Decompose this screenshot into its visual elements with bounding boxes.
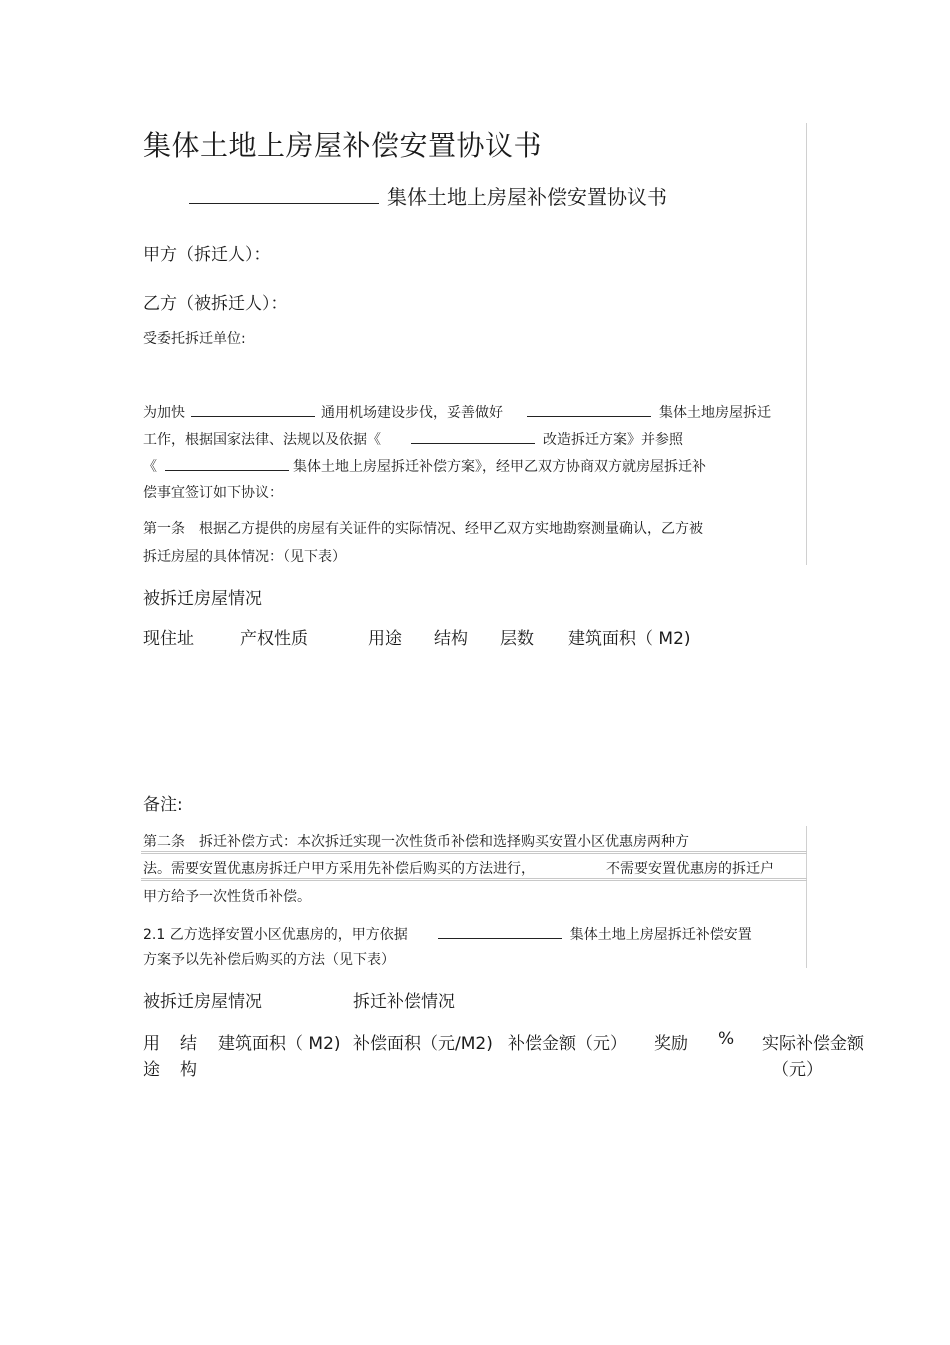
table2-header-structure-top: 结 [180,1034,197,1054]
article2-line-1: 第二条 拆迁补偿方式：本次拆迁实现一次性货币补偿和选择购买安置小区优惠房两种方 [143,834,689,850]
clause21-text: 2.1 乙方选择安置小区优惠房的，甲方依据 [143,927,408,943]
intro-blank-1 [191,403,315,417]
table2-header-area: 建筑面积（ M2) [218,1034,341,1054]
frame-right-line-2 [806,826,807,968]
clause21-line-2: 方案予以先补偿后购买的方法（见下表） [143,952,395,968]
article2-line-3: 甲方给予一次性货币补偿。 [143,889,311,905]
row-rule-2 [141,853,807,854]
party-a: 甲方（拆迁人）： [143,245,271,265]
table2-header-price: 补偿面积（元/M2) [353,1034,493,1054]
row-rule-1 [141,851,807,852]
intro-text: 通用机场建设步伐，妥善做好 [321,405,503,421]
article2-line-2a: 法。需要安置优惠房拆迁户甲方采用先补偿后购买的方法进行， [143,861,535,877]
table2-header-reward: 奖励 [654,1034,688,1054]
intro-blank-2 [527,403,651,417]
table1-header-address: 现住址 [143,629,194,649]
frame-right-line [806,123,807,565]
intro-text: 为加快 [143,405,185,421]
intro-line-3 [143,456,706,476]
article2-line-2b: 不需要安置优惠房的拆迁户 [606,861,774,877]
clause21-text: 集体土地上房屋拆迁补偿安置 [569,927,752,943]
table1-header-usage: 用途 [368,629,402,649]
intro-line-2 [143,429,683,449]
intro-text: 集体土地房屋拆迁 [659,405,771,421]
table1-header-property: 产权性质 [240,629,308,649]
table1-caption: 被拆迁房屋情况 [143,589,262,609]
intro-text: 《 [143,459,157,475]
intro-line-1 [143,402,771,422]
table2-caption-left: 被拆迁房屋情况 [143,992,262,1012]
table2-caption-right: 拆迁补偿情况 [353,992,455,1012]
intro-text: 工作，根据国家法律、法规以及依据《 [143,432,381,448]
clause21-blank [438,925,562,939]
clause21-line-1 [143,924,752,944]
subtitle-row [189,181,667,210]
document-title: 集体土地上房屋补偿安置协议书 [143,129,543,162]
table2-header-actual-unit: （元） [772,1060,823,1080]
article1-line-2: 拆迁房屋的具体情况：（见下表） [143,549,346,565]
row-rule-4 [141,880,807,881]
subtitle-blank [189,185,379,204]
intro-text: 改造拆迁方案》并参照 [543,432,683,448]
party-b: 乙方（被拆迁人）： [143,294,288,314]
intro-blank-4 [165,457,289,471]
intro-text: 集体土地上房屋拆迁补偿方案》，经甲乙双方协商双方就房屋拆迁补 [293,459,706,475]
remark-label: 备注: [143,795,183,815]
table2-header-usage-bottom: 途 [143,1060,160,1080]
entrusted-unit: 受委托拆迁单位: [143,331,246,347]
table1-header-floors: 层数 [500,629,534,649]
table1-header-area: 建筑面积（ M2) [568,629,691,649]
table2-header-usage-top: 用 [143,1034,160,1054]
table2-header-amount: 补偿金额（元） [508,1034,627,1054]
table2-header-actual: 实际补偿金额 [762,1034,864,1054]
article1-line-1: 第一条 根据乙方提供的房屋有关证件的实际情况、经甲乙双方实地勘察测量确认，乙方被 [143,521,703,537]
intro-line-4: 偿事宜签订如下协议： [143,485,283,501]
subtitle: 集体土地上房屋补偿安置协议书 [387,185,667,209]
table2-header-percent: % [718,1029,735,1049]
intro-blank-3 [411,430,535,444]
table1-header-structure: 结构 [434,629,468,649]
table2-header-structure-bottom: 构 [180,1060,197,1080]
row-rule-3 [141,878,807,879]
